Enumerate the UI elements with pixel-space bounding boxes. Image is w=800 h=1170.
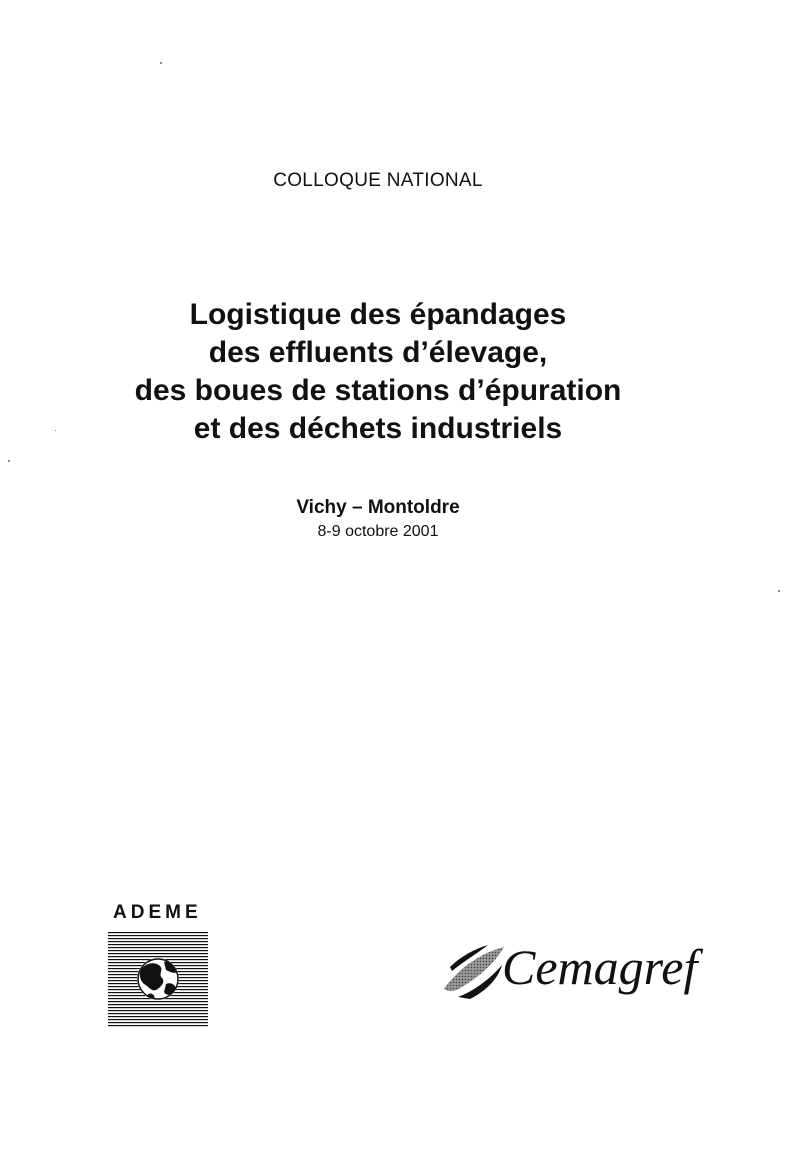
scan-speck <box>778 590 780 592</box>
ademe-globe-icon <box>108 932 208 1028</box>
scan-speck <box>55 430 56 431</box>
title-line: et des déchets industriels <box>193 412 563 445</box>
cemagref-logo-text: Cemagref <box>502 939 698 995</box>
title-line: des effluents d’élevage, <box>208 336 548 369</box>
cemagref-logo <box>440 935 710 1015</box>
scan-speck <box>8 460 10 462</box>
title-line: des boues de stations d’épuration <box>134 374 622 407</box>
document-title <box>0 296 756 448</box>
cemagref-emblem-icon <box>440 939 506 1001</box>
event-type: COLLOQUE NATIONAL <box>273 170 483 191</box>
event-location: Vichy – Montoldre <box>296 497 460 518</box>
title-line: Logistique des épandages <box>189 298 567 331</box>
event-dates: 8-9 octobre 2001 <box>317 523 439 540</box>
ademe-logo-text: ADEME <box>113 902 202 923</box>
scan-speck <box>160 62 162 64</box>
